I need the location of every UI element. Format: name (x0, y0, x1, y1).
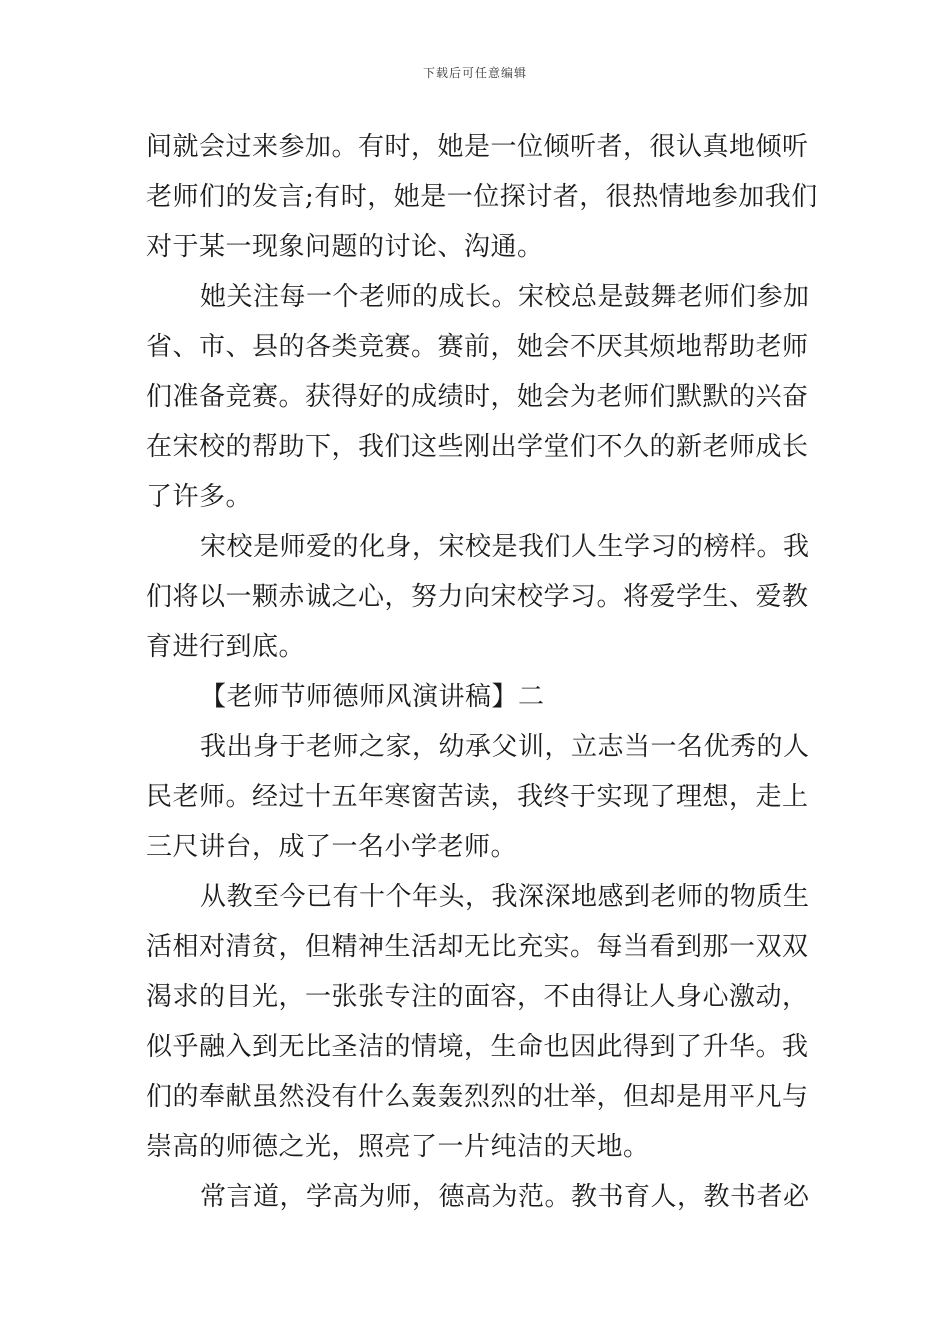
text-line: 从教至今已有十个年头，我深深地感到老师的物质生 (200, 882, 810, 912)
document-body (146, 122, 818, 1222)
text-line: 常言道，学高为师，德高为范。教书育人，教书者必 (200, 1182, 810, 1212)
text-line: 她关注每一个老师的成长。宋校总是鼓舞老师们参加 (200, 282, 810, 312)
text-line: 对于某一现象问题的讨论、沟通。 (146, 232, 544, 262)
text-line: 崇高的师德之光，照亮了一片纯洁的天地。 (146, 1132, 650, 1162)
text-line: 们的奉献虽然没有什么轰轰烈烈的壮举，但却是用平凡与 (146, 1082, 809, 1112)
text-line: 宋校是师爱的化身，宋校是我们人生学习的榜样。我 (200, 532, 810, 562)
text-line: 三尺讲台，成了一名小学老师。 (146, 832, 518, 862)
text-line: 间就会过来参加。有时，她是一位倾听者，很认真地倾听 (146, 132, 809, 162)
text-line: 省、市、县的各类竞赛。赛前，她会不厌其烦地帮助老师 (146, 332, 809, 362)
text-line: 育进行到底。 (146, 632, 306, 662)
page-header: 下载后可任意编辑 (422, 66, 527, 80)
text-line: 【老师节师德师风演讲稿】二 (200, 682, 545, 712)
text-line: 老师们的发言;有时，她是一位探讨者，很热情地参加我们 (146, 182, 818, 212)
text-line: 我出身于老师之家，幼承父训，立志当一名优秀的人 (200, 732, 810, 762)
text-line: 了许多。 (146, 482, 253, 512)
text-line: 们将以一颗赤诚之心，努力向宋校学习。将爱学生、爱教 (146, 582, 809, 612)
text-line: 活相对清贫，但精神生活却无比充实。每当看到那一双双 (146, 932, 809, 962)
text-line: 们准备竞赛。获得好的成绩时，她会为老师们默默的兴奋 (146, 382, 809, 412)
text-line: 在宋校的帮助下，我们这些刚出学堂们不久的新老师成长 (146, 432, 809, 462)
text-line: 似乎融入到无比圣洁的情境，生命也因此得到了升华。我 (146, 1032, 809, 1062)
text-line: 渴求的目光，一张张专注的面容，不由得让人身心激动， (146, 982, 809, 1012)
text-line: 民老师。经过十五年寒窗苦读，我终于实现了理想，走上 (146, 782, 809, 812)
